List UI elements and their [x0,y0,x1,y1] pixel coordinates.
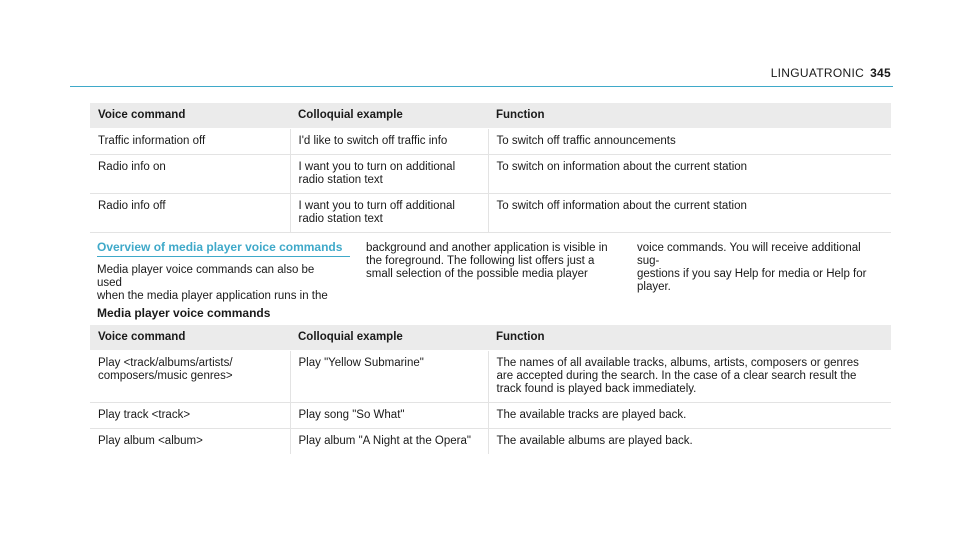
column-header: Function [488,325,891,351]
table-row [90,429,891,455]
page-number: 345 [870,66,891,80]
colloquial-example-cell: I'd like to switch off traffic info [290,129,488,155]
column-header: Colloquial example [290,103,488,129]
colloquial-example-cell: Play album "A Night at the Opera" [290,429,488,455]
table-row [90,155,891,194]
voice-command-cell: Traffic information off [90,129,290,155]
function-cell: The available tracks are played back. [488,403,891,429]
table-row [90,351,891,403]
table-title: Media player voice commands [97,306,271,320]
page-header [0,66,891,80]
header-rule [70,86,893,87]
table-header-row [90,325,891,351]
colloquial-example-cell: Play song "So What" [290,403,488,429]
colloquial-example-cell: Play "Yellow Submarine" [290,351,488,403]
column-header: Voice command [90,325,290,351]
voice-command-cell: Play album <album> [90,429,290,455]
radio-commands-table [90,103,891,233]
voice-command-cell: Radio info off [90,194,290,233]
function-cell: To switch on information about the current station [488,155,891,194]
colloquial-example-cell: I want you to turn on additional radio station text [290,155,488,194]
voice-command-cell: Radio info on [90,155,290,194]
overview-paragraph-col2: background and another application is visible in the foreground. The following list offers just a small selection of the possible media player [366,242,608,280]
function-cell: To switch off information about the current station [496,200,747,212]
column-header: Function [488,103,891,129]
function-cell: The available albums are played back. [496,435,693,447]
function-cell: The names of all available tracks, albums, artists, composers or genres are accepted during the search. In the case of a clear search result the track found is played back immediately. [488,351,891,403]
table-header-row [90,103,891,129]
table-row [90,194,891,233]
table-row [90,129,891,155]
voice-command-cell: Play <track/albums/artists/ composers/music genres> [90,351,290,403]
section-title: Overview of media player voice commands [97,240,350,257]
section-name: LINGUATRONIC [770,66,865,80]
function-cell: To switch off traffic announcements [488,129,891,155]
media-player-commands-table [90,325,891,454]
overview-paragraph-col1: Media player voice commands can also be used when the media player application runs in the [97,264,328,302]
column-header: Voice command [90,103,290,129]
colloquial-example-cell: I want you to turn off additional radio station text [290,194,488,233]
table-row [90,403,891,429]
voice-command-cell: Play track <track> [90,403,290,429]
column-header: Colloquial example [290,325,488,351]
overview-paragraph-col3: voice commands. You will receive additional sug- gestions if you say Help for media or Help for player. [637,242,867,293]
